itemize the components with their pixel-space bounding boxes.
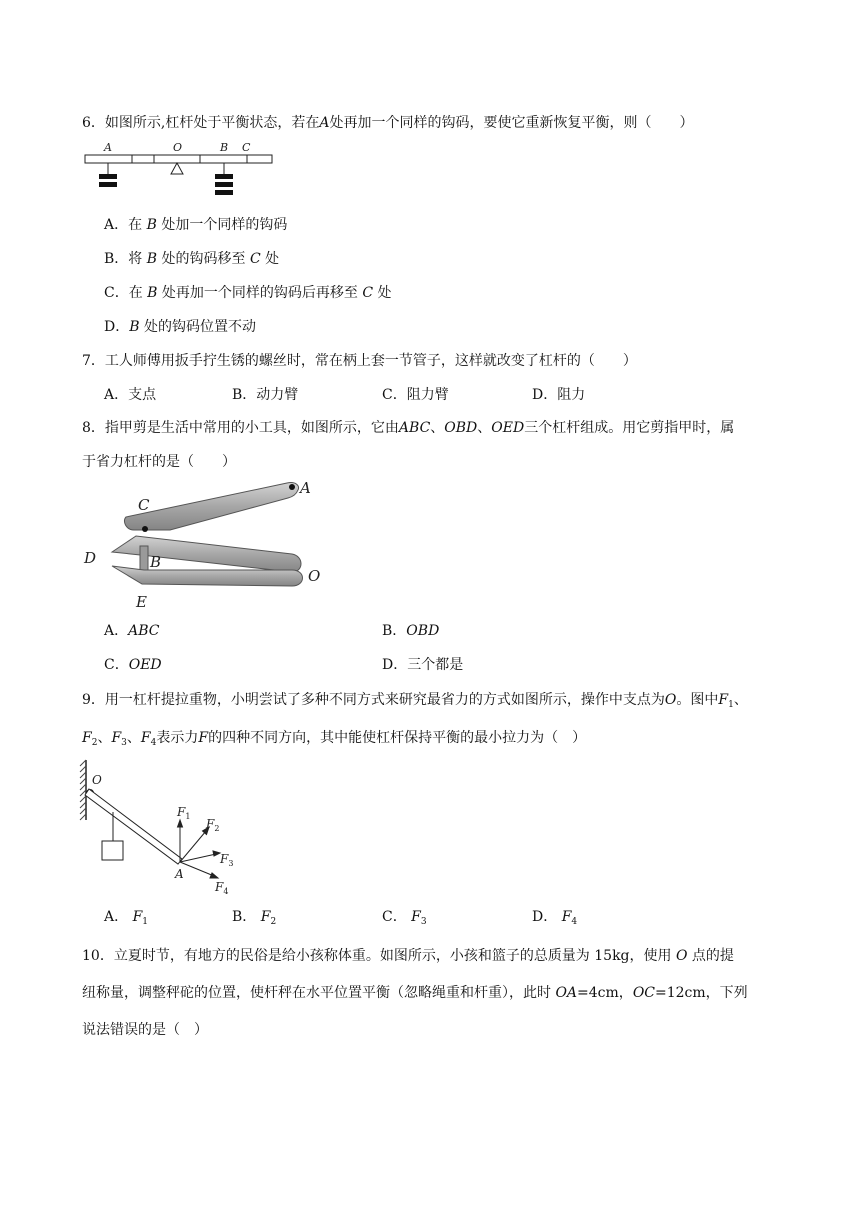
q8-point-a [289,484,295,490]
q8-stem-line1: 8．指甲剪是生活中常用的小工具，如图所示，它由ABC、OBD、OED三个杠杆组成。用它剪指甲时，属 [82,420,735,436]
q8-label-e: E [136,593,147,611]
q9-label-a: A [175,867,184,881]
q9-label-f1: $F_1$ [177,805,191,821]
q8-option-c[interactable]: C．OED [104,657,162,673]
q8-label-o: O [308,567,321,585]
q9-stem-line2: $F_2$、$F_3$、$F_4$表示力F的四种不同方向，其中能使杠杆保持平衡的最小拉力为（ ） [82,730,587,748]
q6-weight-b1 [215,174,233,179]
q7-option-b[interactable]: B．动力臂 [232,387,299,403]
q8-lever-abc [124,483,298,530]
q8-post-b [140,546,148,572]
q8-option-d[interactable]: D．三个都是 [382,657,464,673]
q9-option-d[interactable]: D． $F_4$ [532,909,578,927]
q8-label-b: B [150,553,162,571]
q10-stem-line1: 10．立夏时节，有地方的民俗是给小孩称体重。如图所示，小孩和篮子的总质量为 15kg，使用 O 点的提 [82,948,734,964]
q8-point-c [142,526,148,532]
q9-lever-bar [85,789,182,864]
q6-option-a[interactable]: A．在 B 处加一个同样的钩码 [104,217,288,233]
q9-lever-figure [80,758,250,894]
q7-stem: 7．工人师傅用扳手拧生锈的螺丝时，常在柄上套一节管子，这样就改变了杠杆的（ ） [82,353,637,369]
q9-label-o: O [92,773,102,787]
q6-option-b[interactable]: B．将 B 处的钩码移至 C 处 [104,251,280,267]
q6-label-b: B [220,141,229,154]
q9-option-a[interactable]: A． $F_1$ [104,909,149,927]
q6-weight-a2 [99,182,117,187]
q8-option-a[interactable]: A．ABC [104,623,160,639]
q6-weight-a1 [99,174,117,179]
q8-label-a: A [300,479,311,497]
q8-option-b[interactable]: B．OBD [382,623,440,639]
q6-option-c[interactable]: C．在 B 处再加一个同样的钩码后再移至 C 处 [104,285,392,301]
q6-weight-b2 [215,182,233,187]
q7-option-c[interactable]: C．阻力臂 [382,387,449,403]
q6-lever-figure [82,138,282,206]
q8-label-d: D [84,549,97,567]
q6-label-o: O [173,141,183,154]
q10-stem-line3: 说法错误的是（ ） [82,1022,208,1038]
q9-label-f2: $F_2$ [206,817,220,833]
q6-stem: 6．如图所示,杠杆处于平衡状态，若在A处再加一个同样的钩码，要使它重新恢复平衡，则（ ） [82,115,694,131]
q8-nail-clipper-figure [82,474,332,614]
q9-option-c[interactable]: C． $F_3$ [382,909,427,927]
q7-option-a[interactable]: A．支点 [104,387,157,403]
q9-label-f4: $F_4$ [215,880,229,896]
q8-stem-line2: 于省力杠杆的是（ ） [82,454,236,470]
q8-label-c: C [138,496,150,514]
q6-fulcrum [171,163,183,174]
q9-label-f3: $F_3$ [220,852,234,868]
q6-option-d[interactable]: D．B 处的钩码位置不动 [104,319,256,335]
q6-weight-b3 [215,190,233,195]
q10-stem-line2: 纽称量，调整秤砣的位置，使杆秤在水平位置平衡（忽略绳重和杆重），此时 OA=4cm，OC=12cm，下列 [82,985,748,1001]
q6-label-a: A [104,141,112,154]
q6-label-c: C [242,141,251,154]
q9-stem-line1: 9．用一杠杆提拉重物，小明尝试了多种不同方式来研究最省力的方式如图所示，操作中支点为O。图中$F_1$、 [82,692,748,710]
q9-option-b[interactable]: B． $F_2$ [232,909,277,927]
q7-option-d[interactable]: D．阻力 [532,387,586,403]
q9-weight [102,841,123,860]
